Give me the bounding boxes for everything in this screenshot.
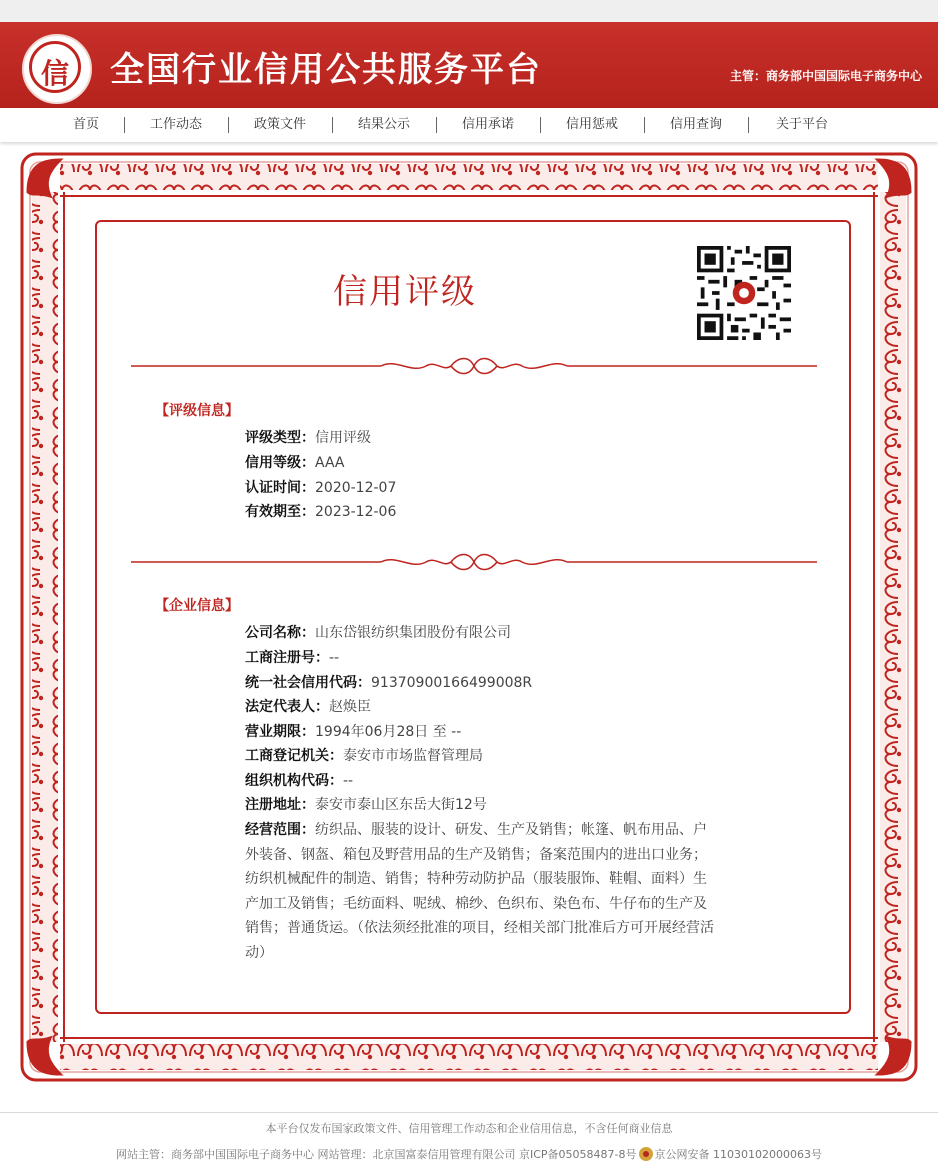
registration-authority-row: 工商登记机关：泰安市市场监督管理局 — [245, 748, 483, 764]
rating-type-row: 评级类型：信用评级 — [245, 430, 371, 446]
organization-code-row: 组织机构代码：-- — [245, 773, 354, 789]
company-section-title: 【企业信息】 — [155, 598, 239, 614]
nav-credit-query[interactable]: 信用查询 — [669, 117, 722, 132]
ornament-divider — [131, 552, 817, 572]
nav-credit-commitment[interactable]: 信用承诺 — [461, 117, 514, 132]
nav-home[interactable]: 首页 — [72, 117, 99, 132]
top-strip — [0, 0, 938, 22]
certification-date-row: 认证时间：2020-12-07 — [245, 480, 397, 496]
sponsor-text: 主管：商务部中国国际电子商务中心 — [729, 69, 922, 83]
valid-until-row: 有效期至：2023-12-06 — [245, 504, 397, 520]
main-nav — [0, 108, 938, 142]
site-title: 全国行业信用公共服务平台 — [110, 50, 542, 90]
footer-disclaimer: 本平台仅发布国家政策文件、信用管理工作动态和企业信用信息，不含任何商业信息 — [265, 1122, 673, 1135]
rating-section-title: 【评级信息】 — [155, 403, 239, 419]
business-term-row: 营业期限：1994年06月28日 至 -- — [245, 724, 462, 740]
logo-seal-icon — [29, 41, 81, 93]
legal-representative-row: 法定代表人：赵焕臣 — [245, 699, 371, 715]
registered-address-row: 注册地址：泰安市泰山区东岳大街12号 — [245, 797, 487, 813]
logo-char: 信 — [40, 57, 69, 90]
nav-credit-punishment[interactable]: 信用惩戒 — [565, 117, 618, 132]
ornament-divider — [131, 356, 817, 376]
nav-results[interactable]: 结果公示 — [357, 117, 410, 132]
footer-registration: 网站主管：商务部中国国际电子商务中心 网站管理：北京国富泰信用管理有限公司 京ICP备05058487-8号 — [116, 1148, 637, 1161]
police-badge-icon — [639, 1147, 653, 1161]
footer-info — [0, 1146, 938, 1162]
nav-about[interactable]: 关于平台 — [775, 117, 828, 132]
credit-code-row: 统一社会信用代码：91370900166499008R — [245, 675, 533, 691]
business-scope: 经营范围：纺织品、服装的设计、研发、生产及销售；帐篷、帆布用品、户外装备、钢盔、箱包及野营用品的生产及销售；备案范围内的进出口业务；纺织机械配件的制造、销售；特种劳动防护品（服装服饰、鞋帽、面料）生产加工及销售；毛纺面料、呢绒、棉纱、色织布、染色布、牛仔布的生产及销售；普通货运。（依法须经批准的项目，经相关部门批准后方可开展经营活动） — [245, 822, 714, 961]
nav-policy-docs[interactable]: 政策文件 — [253, 117, 306, 132]
qr-code-icon[interactable] — [697, 246, 791, 340]
company-name-row: 公司名称：山东岱银纺织集团股份有限公司 — [245, 625, 511, 641]
nav-work-news[interactable]: 工作动态 — [149, 117, 202, 132]
site-header — [0, 22, 938, 108]
footer-divider — [0, 1112, 938, 1113]
certificate-title: 信用评级 — [333, 272, 477, 312]
footer-security-record[interactable]: 京公网安备 11030102000063号 — [654, 1148, 822, 1161]
platform-logo[interactable] — [22, 34, 92, 104]
credit-grade-row: 信用等级：AAA — [245, 455, 345, 471]
certificate-panel — [95, 220, 851, 1014]
registration-number-row: 工商注册号：-- — [245, 650, 340, 666]
